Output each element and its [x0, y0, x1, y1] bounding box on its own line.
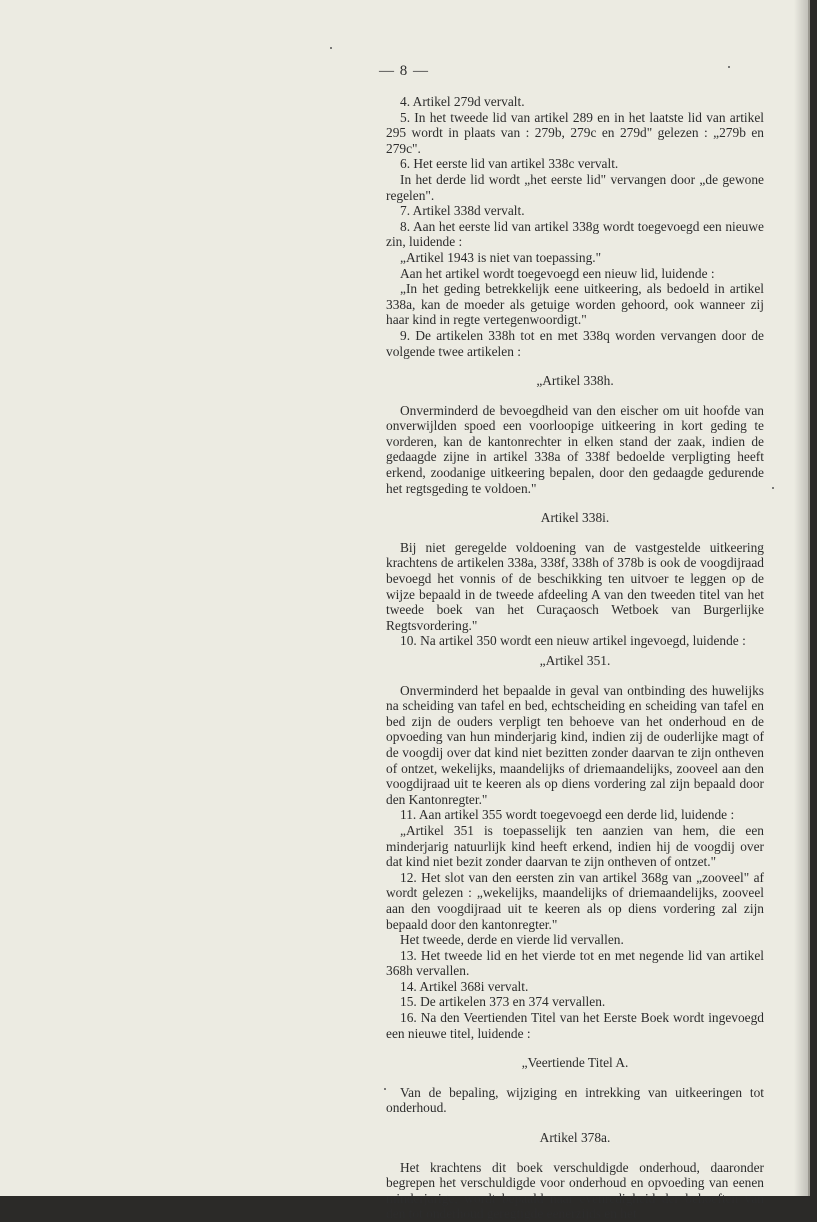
paragraph-art-8: 8. Aan het eerste lid van artikel 338g wordt toegevoegd een nieuwe zin, luidende :	[386, 218, 764, 250]
heading-artikel-338i: Artikel 338i.	[540, 510, 610, 526]
quote-artikel-1943: „Artikel 1943 is niet van toepassing."	[400, 249, 602, 265]
paragraph-art-10: 10. Na artikel 350 wordt een nieuw artikel ingevoegd, luidende :	[400, 633, 746, 649]
article-text-block	[386, 94, 764, 1222]
subtitle-uitkeeringen: Van de bepaling, wijziging en intrekking van uitkeeringen tot onderhoud.	[386, 1084, 764, 1116]
paragraph-art-14: 14. Artikel 368i vervalt.	[400, 978, 529, 994]
paragraph-378a: Het krachtens dit boek verschuldigde onderhoud, daaronder begrepen het verschuldigde voor onderhoud en opvoeding van eenen minderjarige, wordt bepaald naar evenredigheid der behoeften van den tot onderhoud geregtigde eenerzijds en het	[386, 1159, 764, 1222]
paragraph-338i: Bij niet geregelde voldoening van de vastgestelde uitkeering krachtens de artikelen 338a, 338f, 338h of 378b is ook de voogdijraad bevoegd het vonnis of de beschikking ten uitvoer te leggen op de wijze bepaald in de tweede afdeeling A van den tweeden titel van het tweede boek van het Curaçaosch Wetboek van Burgerlijke Regtsvordering."	[386, 539, 764, 633]
heading-artikel-378a: Artikel 378a.	[539, 1130, 611, 1146]
paragraph-art-5: 5. In het tweede lid van artikel 289 en in het laatste lid van artikel 295 wordt in plaats van : 279b, 279c en 279d" gelezen : „279b en 279c".	[386, 109, 764, 156]
paragraph-art-9: 9. De artikelen 338h tot en met 338q worden vervangen door de volgende twee artikelen :	[386, 327, 764, 359]
paragraph-art-8-sub: Aan het artikel wordt toegevoegd een nieuw lid, luidende :	[400, 265, 715, 281]
paragraph-art-13: 13. Het tweede lid en het vierde tot en met negende lid van artikel 368h vervallen.	[386, 947, 764, 979]
heading-artikel-338h: „Artikel 338h.	[536, 373, 614, 389]
paragraph-art-6-sub: In het derde lid wordt „het eerste lid" vervangen door „de gewone regelen".	[386, 171, 764, 203]
paragraph-art-16: 16. Na den Veertienden Titel van het Eerste Boek wordt ingevoegd een nieuwe titel, luidende :	[386, 1010, 764, 1041]
paragraph-338h: Onverminderd de bevoegdheid van den eischer om uit hoofde van onverwijlden spoed een voorloopige uitkeering in kort geding te vorderen, kan de kantonrechter in elken stand der zaak, indien de gedaagde zijne in artikel 338a of 338f bedoelde verpligting heeft erkend, zoodanige uitkeering bepalen, door den gedaagde gedurende het regtsgeding te voldoen."	[386, 402, 764, 496]
heading-artikel-351: „Artikel 351.	[539, 653, 611, 668]
paragraph-art-12: 12. Het slot van den eersten zin van artikel 368g van „zooveel" af wordt gelezen : „wekelijks, maandelijks of driemaandelijks, zooveel aan den voogdijraad uit te keeren als op diens vordering zal zijn bepaald door den kantonregter."	[386, 869, 764, 932]
paragraph-art-7: 7. Artikel 338d vervalt.	[400, 203, 525, 219]
quote-artikel-351: „Artikel 351 is toepasselijk ten aanzien van hem, die een minderjarig natuurlijk kind heeft erkend, indien hij de voogdij over dat kind niet bezit zonder daarvan te zijn ontheven of ontzet."	[386, 822, 764, 870]
scan-edge-shadow	[794, 0, 808, 1196]
paragraph-351: Onverminderd het bepaalde in geval van ontbinding des huwelijks na scheiding van tafel en bed, echtscheiding en scheiding van tafel en bed zijn de ouders verpligt ten behoeve van het onderhoud en de opvoeding van hun minderjarig kind, indien zij de ouderlijke magt of de voogdij over dat kind niet bezitten zonder daarvan te zijn ontheven of ontzet, wekelijks, maandelijks of driemaandelijks, zooveel aan den voogdijraad uit te keeren als op diens vordering zal zijn bepaald door den Kantonregter."	[386, 682, 764, 807]
paragraph-art-15: 15. De artikelen 373 en 374 vervallen.	[400, 994, 606, 1010]
paragraph-art-11: 11. Aan artikel 355 wordt toegevoegd een derde lid, luidende :	[400, 807, 735, 823]
quote-geding: „In het geding betrekkelijk eene uitkeering, als bedoeld in artikel 338a, kan de moeder als getuige worden gehoord, ook wanneer zij haar kind in regte vertegenwoordigt."	[386, 281, 764, 328]
paragraph-art-6: 6. Het eerste lid van artikel 338c vervalt.	[400, 156, 619, 172]
paragraph-art-12-sub: Het tweede, derde en vierde lid vervallen.	[400, 932, 624, 948]
paragraph-art-4: 4. Artikel 279d vervalt.	[400, 94, 525, 109]
page-number: — 8 —	[379, 63, 429, 79]
heading-veertiende-titel-a: „Veertiende Titel A.	[521, 1055, 629, 1071]
